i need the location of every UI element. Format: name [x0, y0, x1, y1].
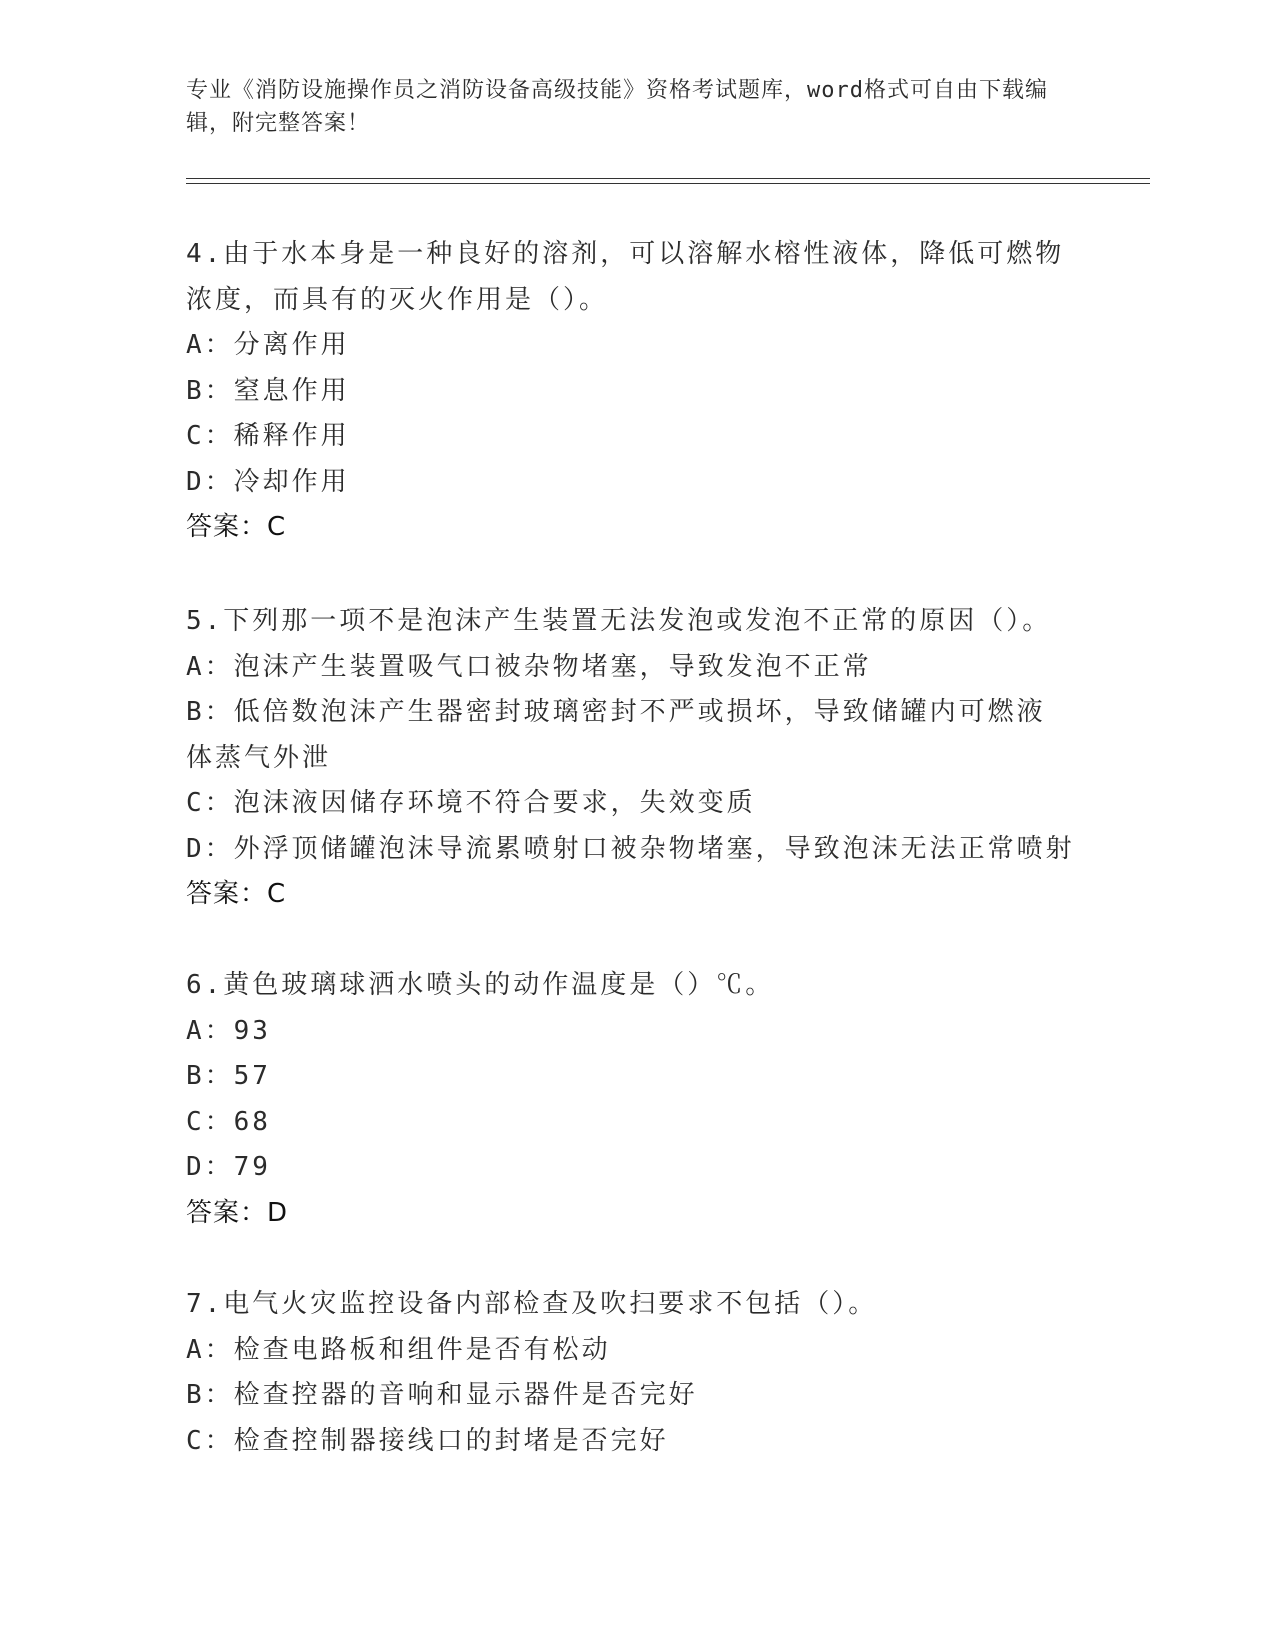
header-divider-double: [186, 183, 1150, 184]
option-c: C：检查控制器接线口的封堵是否完好: [186, 1425, 669, 1456]
question-stem: 6.黄色玻璃球洒水喷头的动作温度是（）℃。: [186, 970, 775, 1000]
option-c: C：稀释作用: [186, 421, 350, 451]
question-7: [186, 1282, 1086, 1464]
option-a: A：检查电路板和组件是否有松动: [186, 1334, 611, 1365]
option-b: B：低倍数泡沫产生器密封玻璃密封不严或损坏，导致储罐内可燃液体蒸气外泄: [186, 697, 1046, 773]
header-divider: [186, 178, 1150, 179]
option-c: C：泡沫液因储存环境不符合要求，失效变质: [186, 788, 756, 818]
option-d: D：冷却作用: [186, 466, 350, 497]
question-stem: 5.下列那一项不是泡沫产生装置无法发泡或发泡不正常的原因（）。: [186, 606, 1052, 636]
answer: 答案：C: [186, 879, 287, 909]
option-a: A：93: [186, 1015, 271, 1046]
question-6: [186, 963, 1086, 1236]
header-note: 专业《消防设施操作员之消防设备高级技能》资格考试题库，word格式可自由下载编辑，附完整答案！: [186, 78, 1048, 136]
option-b: B：检查控器的音响和显示器件是否完好: [186, 1380, 698, 1410]
option-a: A：分离作用: [186, 330, 350, 360]
answer: 答案：C: [186, 512, 287, 542]
question-4: [186, 232, 1086, 551]
option-b: B：57: [186, 1061, 271, 1091]
option-a: A：泡沫产生装置吸气口被杂物堵塞，导致发泡不正常: [186, 651, 872, 682]
answer: 答案：D: [186, 1197, 289, 1228]
question-stem: 4.由于水本身是一种良好的溶剂，可以溶解水榕性液体，降低可燃物浓度，而具有的灭火作用是（）。: [186, 239, 1065, 315]
question-stem: 7.电气火灾监控设备内部检查及吹扫要求不包括（）。: [186, 1289, 878, 1319]
option-d: D：外浮顶储罐泡沫导流累喷射口被杂物堵塞，导致泡沫无法正常喷射: [186, 833, 1075, 864]
question-5: [186, 599, 1086, 918]
option-b: B：窒息作用: [186, 375, 350, 406]
option-d: D：79: [186, 1152, 271, 1182]
option-c: C：68: [186, 1106, 271, 1137]
